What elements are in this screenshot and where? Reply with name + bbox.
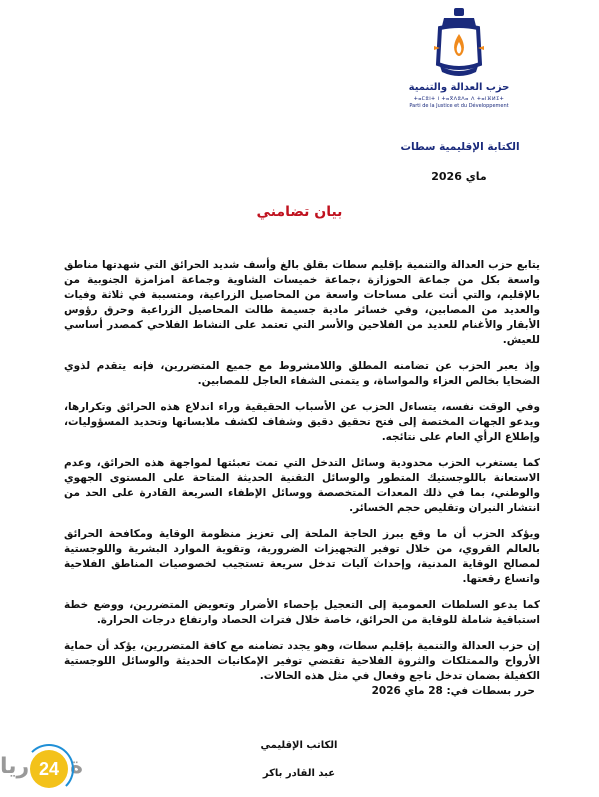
- party-name-arabic: حزب العدالة والتنمية: [408, 82, 510, 93]
- paragraph: إن حزب العدالة والتنمية بإقليم سطات، وهو يجدد تضامنه مع كافة المتضررين، يؤكد أن حماية الأرواح والممتلكات والثروة الفلاحية تقتضي توفير الإمكانيات الحديثة والوسائل اللوجستية الكفيلة بضمان تدخل ناجع وفعال في مثل هذه الحالات.: [64, 640, 540, 682]
- party-logo: [404, 6, 514, 134]
- header-date: ماي 2026: [431, 170, 487, 183]
- paragraph: يتابع حزب العدالة والتنمية بإقليم سطات بقلق بالغ وأسف شديد الحرائق التي شهدتها مناطق واسعة بكل من جماعة الحوزازة ،جماعة خميسات الشاوية وجماعة امزامزة الجنوبية من بالإقليم، والتي أتت على مساحات واسعة من المحاصيل الزراعية، ومتسببة في ثلاثة وفيات والعديد من المصابين، وفي خسائر مادية جسيمة طالت المحاصيل الزراعية وحرق رؤوس الأبقار والأغنام للعديد من الفلاحين والأسر التي تعتمد على النشاط الفلاحي كمصدر أساسي للعيش.: [64, 259, 540, 346]
- signing-place-date: حرر بسطات في: 28 ماي 2026: [371, 685, 535, 697]
- paragraph: وإذ يعبر الحزب عن تضامنه المطلق واللامشروط مع جميع المتضررين، فإنه يتقدم لذوي الضحايا بخالص العزاء والمواساة، و يتمنى الشفاء العاجل للمصابين.: [64, 360, 540, 387]
- site-watermark: ريا ة 24: [0, 730, 120, 797]
- paragraph: كما يدعو السلطات العمومية إلى التعجيل بإحصاء الأضرار وتعويض المتضررين، ووضع خطة استباقية شاملة للوقاية من الحرائق، خاصة خلال فترات الحصاد وارتفاع درجات الحرارة.: [64, 599, 540, 626]
- party-name-french: Parti de la Justice et du Développement: [409, 103, 509, 109]
- signer-name: عبد القادر باكر: [262, 768, 336, 779]
- provincial-secretariat: الكتابة الإقليمية سطات: [400, 141, 520, 153]
- paragraph: كما يستغرب الحزب محدودية وسائل التدخل التي تمت تعبئتها لمواجهة هذه الحرائق، وعدم الاستعانة باللوجستيك المتطور والوسائل التقنية الحديثة المتاحة على المستوى الجهوي والوطني، بما في ذلك المعدات المتخصصة ووسائل الإطفاء السريعة القادرة على الحد من انتشار النيران وتقليص حجم الخسائر.: [64, 457, 540, 514]
- watermark-badge: 24: [30, 750, 68, 788]
- signer-title: الكاتب الإقليمي: [260, 740, 338, 751]
- lamp-icon: [404, 6, 514, 82]
- paragraph: ويؤكد الحزب أن ما وقع يبرز الحاجة الملحة إلى تعزيز منظومة الوقاية ومكافحة الحرائق بالعالم القروي، من خلال توفير التجهيزات الضرورية، وتقوية الموارد البشرية واللوجستية لمصالح الوقاية المدنية، وإحداث آليات تدخل سريعة تستجيب لخصوصيات المناطق الفلاحية واتساع رقعتها.: [64, 528, 540, 585]
- paragraph: وفي الوقت نفسه، يتساءل الحزب عن الأسباب الحقيقية وراء اندلاع هذه الحرائق وتكرارها، ويدعو الجهات المختصة إلى فتح تحقيق دقيق وشفاف لكشف ملابساتها وتحديد المسؤوليات، وإطلاع الرأي العام على نتائجه.: [64, 401, 540, 443]
- document-title: بيان تضامني: [256, 204, 343, 220]
- party-name-tifinagh: ⵜⴰⵎⵓⵏⵜ ⵏ ⵜⴰⴳⴷⵓⴷⴰ ⴷ ⵜⴰⵏⴼⵍⵉⵜ: [413, 96, 505, 102]
- statement-body: [64, 258, 540, 695]
